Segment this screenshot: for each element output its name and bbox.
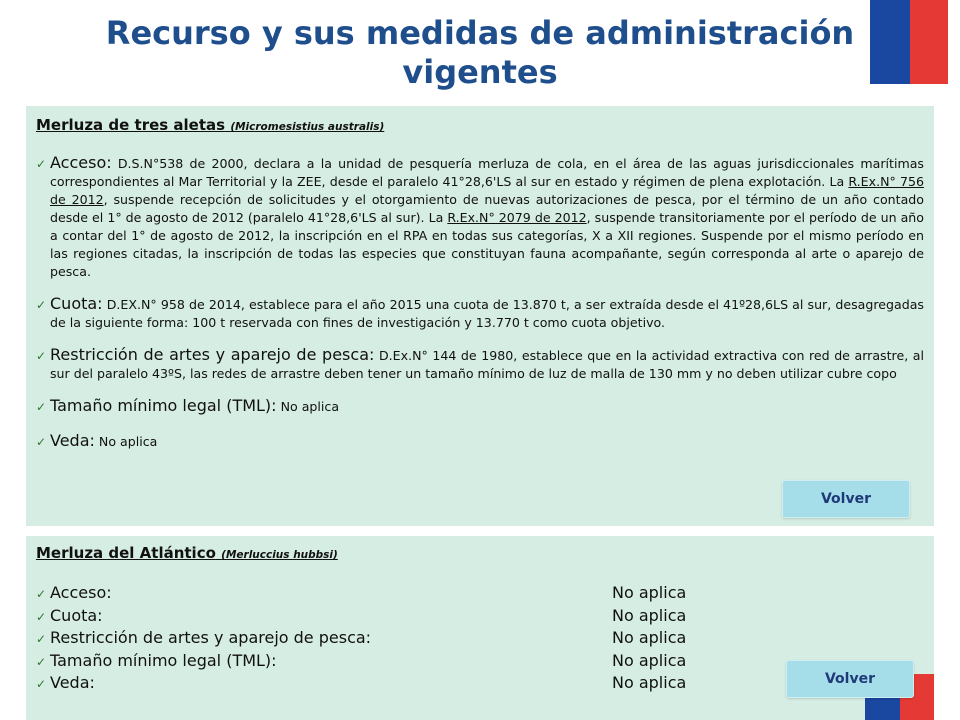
row-value: No aplica <box>612 673 687 692</box>
panel1-scientific-name: (Micromesistius australis) <box>230 121 385 133</box>
panel2-scientific-name: (Merluccius hubbsi) <box>221 549 338 561</box>
checkmark-icon: ✓ <box>36 400 47 414</box>
row-label: Tamaño mínimo legal (TML): <box>50 650 277 670</box>
panel2-heading <box>36 544 924 562</box>
tml-label: Tamaño mínimo legal (TML): <box>50 396 277 415</box>
resolution-756-link[interactable]: R.Ex.N° 756 de 2012 <box>50 174 924 207</box>
page-title: Recurso y sus medidas de administración vigentes <box>105 14 855 91</box>
row-value: No aplica <box>612 605 687 625</box>
row-label: Veda: <box>50 673 95 692</box>
checkmark-icon: ✓ <box>36 609 47 624</box>
restriccion-label: Restricción de artes y aparejo de pesca: <box>50 345 375 364</box>
list-item <box>36 605 924 628</box>
panel-merluza-tres-aletas <box>26 106 934 526</box>
panel1-heading <box>36 116 924 134</box>
row-value: No aplica <box>612 628 687 647</box>
resolution-2079-link[interactable]: R.Ex.N° 2079 de 2012 <box>447 210 587 225</box>
list-item <box>36 627 924 650</box>
acceso-item <box>36 154 924 281</box>
checkmark-icon: ✓ <box>36 157 47 171</box>
panel1-heading-name: Merluza de tres aletas <box>36 116 226 134</box>
acceso-text-1: D.S.N°538 de 2000, declara a la unidad de pesquería merluza de cola, en el área de las aguas jurisdiccionales marítimas correspondientes al Mar Territorial y la ZEE, desde el paralelo 41°28,6'LS al sur en estado y régimen de plena explotación. La <box>50 156 924 189</box>
row-label: Acceso: <box>50 583 112 602</box>
veda-label: Veda: <box>50 431 95 450</box>
volver-button-2[interactable]: Volver <box>786 660 914 698</box>
cuota-label: Cuota: <box>50 294 103 313</box>
volver-button[interactable]: Volver <box>782 480 910 518</box>
checkmark-icon: ✓ <box>36 298 47 312</box>
acceso-text-2: , suspende recepción de solicitudes y el otorgamiento de nuevas autorizaciones de pesca, por el término de un año contado desde el 1° de agosto de 2012 (paralelo 41°28,6'LS al sur). La <box>50 192 924 225</box>
list-item <box>36 582 924 605</box>
panel2-heading-name: Merluza del Atlántico <box>36 544 216 562</box>
checkmark-icon: ✓ <box>36 654 47 669</box>
row-label: Cuota: <box>50 605 103 625</box>
tml-text: No aplica <box>280 399 340 414</box>
acceso-label: Acceso: <box>50 153 112 172</box>
restriccion-text: D.Ex.N° 144 de 1980, establece que en la actividad extractiva con red de arrastre, al sur del paralelo 43ºS, las redes de arrastre deben tener un tamaño mínimo de luz de malla de 130 mm y no deben utilizar cubre copo <box>50 348 924 381</box>
veda-text: No aplica <box>98 434 158 449</box>
restriccion-item <box>36 346 924 383</box>
tml-item <box>36 397 924 416</box>
row-value: No aplica <box>612 583 687 602</box>
checkmark-icon: ✓ <box>36 587 47 601</box>
cuota-text: D.EX.N° 958 de 2014, establece para el año 2015 una cuota de 13.870 t, a ser extraída desde el 41º28,6LS al sur, desagregadas de la siguiente forma: 100 t reservada con fines de investigación y 13.770 t como cuota objetivo. <box>50 297 924 330</box>
row-value: No aplica <box>612 650 687 670</box>
checkmark-icon: ✓ <box>36 349 47 363</box>
veda-item <box>36 432 924 451</box>
row-label: Restricción de artes y aparejo de pesca: <box>50 628 372 647</box>
acceso-text-3: , suspende transitoriamente por el período de un año a contar del 1° de agosto de 2012, la inscripción en el RPA en todas sus categorías, X a XII regiones. Suspende por el mismo período en las regiones citadas, la inscripción de todas las especies que constituyan fauna acompañante, según corresponda al arte o aparejo de pesca. <box>50 210 924 279</box>
checkmark-icon: ✓ <box>36 632 47 646</box>
checkmark-icon: ✓ <box>36 435 47 449</box>
checkmark-icon: ✓ <box>36 677 47 691</box>
cuota-item <box>36 295 924 332</box>
